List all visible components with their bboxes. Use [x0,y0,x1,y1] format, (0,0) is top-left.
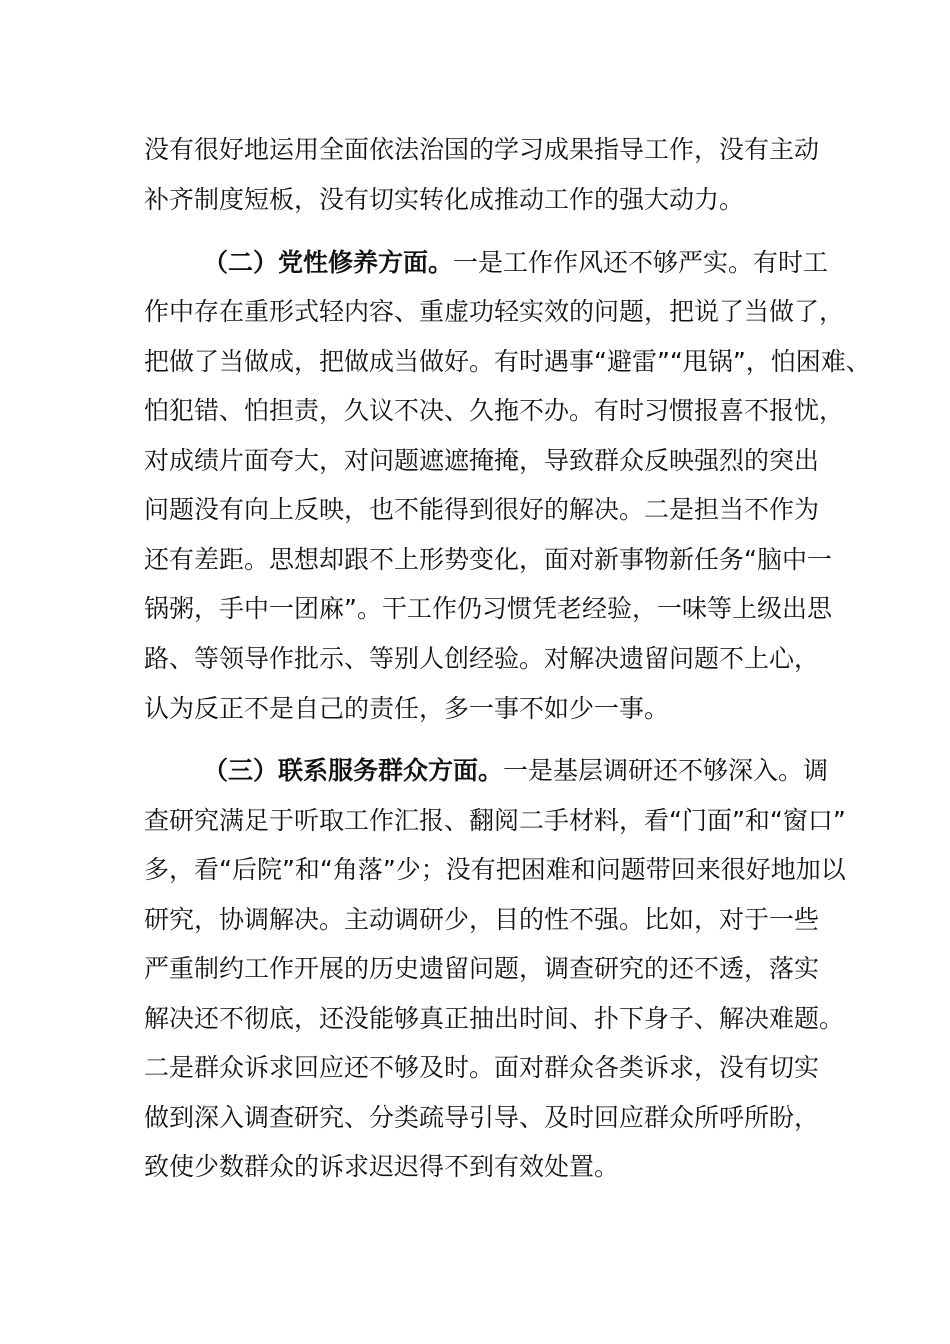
text-line: 问题没有向上反映，也不能得到很好的解决。二是担当不作为 [144,495,820,524]
text-line: 没有很好地运用全面依法治国的学习成果指导工作，没有主动 [144,135,820,164]
text-line: 做到深入调查研究、分类疏导引导、及时回应群众所呼所盼， [144,1103,820,1132]
text-line: 对成绩片面夸大，对问题遮遮掩掩，导致群众反映强烈的突出 [144,446,820,475]
text-line: 查研究满足于听取工作汇报、翻阅二手材料，看“门面”和“窗口” [144,806,846,835]
text-line: 严重制约工作开展的历史遗留问题，调查研究的还不透，落实 [144,954,820,983]
text-line: 把做了当做成，把做成当做好。有时遇事“避雷”“甩锅”，怕困难、 [144,347,871,376]
text-run: 一是基层调研还不够深入。调 [503,756,829,785]
text-line: 认为反正不是自己的责任，多一事不如少一事。 [144,694,670,723]
text-line: 还有差距。思想却跟不上形势变化，面对新事物新任务“脑中一 [144,545,832,574]
section-heading-party-spirit: （二）党性修养方面。 [203,248,454,277]
paragraph-3-first-line [203,751,828,791]
text-line: 补齐制度短板，没有切实转化成推动工作的强大动力。 [144,185,745,214]
text-line: 研究，协调解决。主动调研少，目的性不强。比如，对于一些 [144,905,820,934]
text-line: 锅粥，手中一团麻”。干工作仍习惯凭老经验，一味等上级出思 [144,594,832,623]
text-line: 作中存在重形式轻内容、重虚功轻实效的问题，把说了当做了， [144,297,845,326]
text-line: 解决还不彻底，还没能够真正抽出时间、扑下身子、解决难题。 [144,1004,845,1033]
text-line: 路、等领导作批示、等别人创经验。对解决遗留问题不上心， [144,644,820,673]
text-line: 多，看“后院”和“角落”少；没有把困难和问题带回来很好地加以 [144,855,846,884]
text-line: 怕犯错、怕担责，久议不决、久拖不办。有时习惯报喜不报忧， [144,396,845,425]
text-line: 致使少数群众的诉求迟迟得不到有效处置。 [144,1152,620,1181]
text-run: 一是工作作风还不够严实。有时工 [453,248,829,277]
section-heading-mass-service: （三）联系服务群众方面。 [203,756,504,785]
text-line: 二是群众诉求回应还不够及时。面对群众各类诉求，没有切实 [144,1053,820,1082]
paragraph-2-first-line [203,243,828,283]
